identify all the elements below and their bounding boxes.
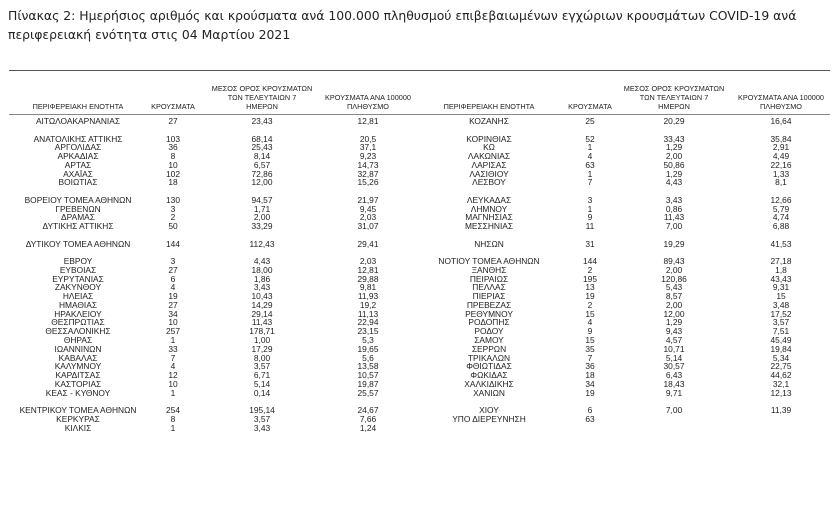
region-name: ΔΥΤΙΚΟΥ ΤΟΜΕΑ ΑΘΗΝΩΝ: [25, 238, 131, 249]
avg7-value: 1,29: [665, 142, 683, 153]
header-avg7: ΜΕΣΟΣ ΟΡΟΣ ΚΡΟΥΣΜΑΤΩΝ: [211, 84, 313, 93]
region-name: ΛΑΚΩΝΙΑΣ: [467, 151, 511, 162]
cases-value: 63: [585, 413, 595, 424]
cases-value: 4: [170, 282, 176, 293]
region-name: ΛΕΥΚΑΔΑΣ: [466, 194, 512, 205]
avg7-value: 23,43: [251, 116, 273, 126]
header-per100k: ΚΡΟΥΣΜΑΤΑ ΑΝΑ 100000: [325, 93, 411, 102]
region-name: ΘΕΣΠΡΩΤΙΑΣ: [51, 317, 105, 328]
cases-value: 3: [170, 256, 176, 267]
table-title: Πίνακας 2: Ημερήσιος αριθμός και κρούσματα ανά 100.000 πληθυσμού επιβεβαιωμένων εγχώριων κρουσμάτων COVID-19 ανά περιφερειακή ενότητα στις 04 Μαρτίου 2021: [8, 8, 797, 42]
avg7-value: 30,57: [663, 361, 685, 372]
header-avg7: ΜΕΣΟΣ ΟΡΟΣ ΚΡΟΥΣΜΑΤΩΝ: [623, 84, 725, 93]
per100k-value: 12,13: [770, 387, 792, 398]
per100k-value: 16,64: [770, 116, 792, 126]
avg7-value: 94,57: [251, 194, 273, 205]
cases-value: 130: [166, 194, 180, 205]
region-name: ΔΥΤΙΚΗΣ ΑΤΤΙΚΗΣ: [42, 221, 114, 232]
region-name: ΚΟΡΙΝΘΙΑΣ: [466, 133, 512, 144]
region-name: ΡΟΔΟΥ: [474, 326, 504, 337]
per100k-value: 2,03: [359, 256, 377, 267]
per100k-value: 12,81: [357, 264, 379, 275]
region-name: ΝΟΤΙΟΥ ΤΟΜΕΑ ΑΘΗΝΩΝ: [438, 256, 540, 267]
header-avg7: ΤΩΝ ΤΕΛΕΥΤΑΙΩΝ 7: [227, 93, 297, 102]
region-name: ΑΙΤΩΛΟΑΚΑΡΝΑΝΙΑΣ: [35, 116, 121, 126]
per100k-value: 1,33: [772, 168, 790, 179]
avg7-value: 29,14: [251, 308, 273, 319]
avg7-value: 4,43: [665, 177, 683, 188]
region-name: ΧΙΟΥ: [479, 405, 499, 416]
header-avg7: ΗΜΕΡΩΝ: [658, 102, 690, 111]
avg7-value: 6,43: [665, 370, 683, 381]
avg7-value: 4,43: [253, 256, 271, 267]
avg7-value: 14,29: [251, 299, 273, 310]
per100k-value: 19,84: [770, 343, 792, 354]
avg7-value: 18,00: [251, 264, 273, 275]
cases-value: 1: [170, 387, 176, 398]
per100k-value: 2,91: [772, 142, 790, 153]
avg7-value: 50,86: [663, 159, 685, 170]
per100k-value: 6,88: [772, 221, 790, 232]
avg7-value: 9,43: [665, 326, 683, 337]
per100k-value: 22,94: [357, 317, 379, 328]
region-name: ΧΑΝΙΩΝ: [473, 387, 505, 398]
avg7-value: 195,14: [249, 405, 275, 416]
cases-value: 103: [166, 133, 180, 144]
per100k-value: 4,49: [772, 151, 790, 162]
per100k-value: 35,84: [770, 133, 792, 144]
region-name: ΕΥΒΟΙΑΣ: [59, 264, 97, 275]
avg7-value: 9,71: [665, 387, 683, 398]
cases-value: 31: [585, 238, 595, 249]
region-name: ΚΙΛΚΙΣ: [64, 422, 92, 433]
avg7-value: 7,00: [665, 221, 683, 232]
avg7-value: 1,86: [253, 273, 271, 284]
cases-value: 11: [585, 221, 595, 232]
per100k-value: 5,79: [772, 203, 790, 214]
per100k-value: 1,24: [359, 422, 377, 433]
avg7-value: 20,29: [663, 116, 685, 126]
cases-value: 3: [170, 203, 176, 214]
avg7-value: 3,43: [253, 422, 271, 433]
per100k-value: 11,39: [770, 405, 792, 416]
per100k-value: 43,43: [770, 273, 792, 284]
per100k-value: 29,88: [357, 273, 379, 284]
avg7-value: 120,86: [661, 273, 687, 284]
avg7-value: 33,29: [251, 221, 273, 232]
avg7-value: 5,14: [665, 352, 683, 363]
region-name: ΘΕΣΣΑΛΟΝΙΚΗΣ: [45, 326, 111, 337]
avg7-value: 1,29: [665, 317, 683, 328]
per100k-value: 45,49: [770, 335, 792, 345]
per100k-value: 3,57: [772, 317, 790, 328]
cases-value: 144: [166, 238, 180, 249]
region-name: ΜΑΓΝΗΣΙΑΣ: [465, 212, 513, 223]
header-avg7: ΤΩΝ ΤΕΛΕΥΤΑΙΩΝ 7: [639, 93, 709, 102]
per100k-value: 29,41: [357, 238, 379, 249]
avg7-value: 8,57: [665, 291, 683, 302]
per100k-value: 22,75: [770, 361, 792, 372]
avg7-value: 17,29: [251, 343, 273, 354]
per100k-value: 22,16: [770, 159, 792, 170]
avg7-value: 25,43: [251, 142, 273, 153]
avg7-value: 19,29: [663, 238, 685, 249]
cases-value: 2: [587, 299, 593, 310]
avg7-value: 6,71: [253, 370, 271, 381]
region-name: ΧΑΛΚΙΔΙΚΗΣ: [464, 378, 514, 389]
per100k-value: 7,51: [772, 326, 790, 337]
region-name: ΤΡΙΚΑΛΩΝ: [467, 352, 511, 363]
per100k-value: 41,53: [770, 238, 792, 249]
per100k-value: 19,2: [359, 299, 377, 310]
cases-value: 254: [166, 405, 180, 416]
region-name: ΛΗΜΝΟΥ: [470, 203, 508, 214]
header-avg7: ΗΜΕΡΩΝ: [246, 102, 278, 111]
avg7-value: 18,43: [663, 378, 685, 389]
avg7-value: 10,71: [663, 343, 685, 354]
region-name: ΚΑΒΑΛΑΣ: [58, 352, 98, 363]
per100k-value: 1,8: [775, 264, 787, 275]
avg7-value: 3,57: [253, 413, 271, 424]
per100k-value: 9,31: [772, 282, 790, 293]
per100k-value: 25,57: [357, 387, 379, 398]
cases-value: 13: [585, 282, 595, 293]
per100k-value: 9,45: [359, 203, 377, 214]
avg7-value: 3,57: [253, 361, 271, 372]
region-name: ΑΧΑΪΑΣ: [63, 168, 93, 179]
avg7-value: 4,57: [665, 335, 683, 345]
avg7-value: 1,29: [665, 168, 683, 179]
avg7-value: 11,43: [663, 212, 685, 223]
cases-value: 27: [168, 264, 178, 275]
per100k-value: 5,34: [772, 352, 790, 363]
region-name: ΚΑΛΥΜΝΟΥ: [54, 361, 102, 372]
cases-value: 27: [168, 116, 178, 126]
cases-value: 34: [168, 308, 178, 319]
region-name: ΗΡΑΚΛΕΙΟΥ: [54, 308, 102, 319]
region-name: ΚΟΖΑΝΗΣ: [469, 116, 509, 126]
per100k-value: 15: [776, 291, 786, 302]
per100k-value: 19,65: [357, 343, 379, 354]
avg7-value: 2,00: [665, 264, 683, 275]
per100k-value: 44,62: [770, 370, 792, 381]
header-per100k: ΚΡΟΥΣΜΑΤΑ ΑΝΑ 100000: [738, 93, 824, 102]
per100k-value: 20,5: [359, 133, 377, 144]
per100k-value: 4,74: [772, 212, 790, 223]
avg7-value: 1,71: [253, 203, 271, 214]
cases-value: 102: [166, 168, 180, 179]
region-name: ΡΟΔΟΠΗΣ: [468, 317, 510, 328]
cases-value: 7: [587, 352, 593, 363]
header-per100k: ΠΛΗΘΥΣΜΟ: [347, 102, 389, 111]
per100k-value: 14,73: [357, 159, 379, 170]
avg7-value: 3,43: [665, 194, 683, 205]
region-name: ΑΡΓΟΛΙΔΑΣ: [54, 142, 102, 153]
cases-value: 33: [168, 343, 178, 354]
avg7-value: 0,86: [665, 203, 683, 214]
per100k-value: 3,48: [772, 299, 790, 310]
cases-value: 1: [170, 422, 176, 433]
region-name: ΥΠΟ ΔΙΕΡΕΥΝΗΣΗ: [452, 413, 526, 424]
cases-value: 1: [587, 203, 593, 214]
per100k-value: 10,57: [357, 370, 379, 381]
avg7-value: 10,43: [251, 291, 273, 302]
region-name: ΡΕΘΥΜΝΟΥ: [465, 308, 513, 319]
region-name: ΣΑΜΟΥ: [474, 335, 504, 345]
header-region: ΠΕΡΙΦΕΡΕΙΑΚΗ ΕΝΟΤΗΤΑ: [443, 102, 535, 111]
cases-value: 3: [587, 194, 593, 205]
cases-value: 52: [585, 133, 595, 144]
avg7-value: 68,14: [251, 133, 273, 144]
avg7-value: 6,57: [253, 159, 271, 170]
cases-value: 4: [170, 361, 176, 372]
cases-value: 1: [170, 335, 176, 345]
cases-value: 10: [168, 378, 178, 389]
per100k-value: 11,13: [357, 308, 379, 319]
cases-value: 257: [166, 326, 180, 337]
per100k-value: 31,07: [357, 221, 379, 232]
region-name: ΠΕΛΛΑΣ: [472, 282, 506, 293]
cases-value: 19: [168, 291, 178, 302]
cases-value: 6: [170, 273, 176, 284]
cases-value: 35: [585, 343, 595, 354]
region-name: ΒΟΙΩΤΙΑΣ: [58, 177, 98, 188]
cases-value: 2: [170, 212, 176, 223]
header-underline: [9, 114, 830, 115]
avg7-value: 5,43: [665, 282, 683, 293]
cases-value: 15: [585, 335, 595, 345]
per100k-value: 27,18: [770, 256, 792, 267]
region-name: ΗΛΕΙΑΣ: [62, 291, 94, 302]
avg7-value: 8,00: [253, 352, 271, 363]
avg7-value: 0,14: [253, 387, 271, 398]
cases-value: 27: [168, 299, 178, 310]
region-name: ΖΑΚΥΝΘΟΥ: [54, 282, 102, 293]
region-name: ΕΒΡΟΥ: [63, 256, 93, 267]
cases-value: 10: [168, 159, 178, 170]
region-name: ΓΡΕΒΕΝΩΝ: [55, 203, 101, 214]
region-name: ΗΜΑΘΙΑΣ: [58, 299, 98, 310]
per100k-value: 32,1: [772, 378, 790, 389]
per100k-value: 37,1: [359, 142, 377, 153]
per100k-value: 15,26: [357, 177, 379, 188]
per100k-value: 7,66: [359, 413, 377, 424]
region-name: ΑΡΤΑΣ: [64, 159, 92, 170]
region-name: ΛΑΡΙΣΑΣ: [471, 159, 507, 170]
region-name: ΦΩΚΙΔΑΣ: [470, 370, 508, 381]
avg7-value: 12,00: [251, 177, 273, 188]
avg7-value: 5,14: [253, 378, 271, 389]
region-name: ΚΕΝΤΡΙΚΟΥ ΤΟΜΕΑ ΑΘΗΝΩΝ: [19, 405, 137, 416]
avg7-value: 2,00: [665, 299, 683, 310]
cases-value: 4: [587, 151, 593, 162]
region-name: ΕΥΡΥΤΑΝΙΑΣ: [52, 273, 104, 284]
header-per100k: ΠΛΗΘΥΣΜΟ: [760, 102, 802, 111]
avg7-value: 2,00: [665, 151, 683, 162]
region-name: ΠΙΕΡΙΑΣ: [472, 291, 506, 302]
cases-value: 34: [585, 378, 595, 389]
cases-value: 4: [587, 317, 593, 328]
per100k-value: 2,03: [359, 212, 377, 223]
cases-value: 1: [587, 142, 593, 153]
region-name: ΚΑΡΔΙΤΣΑΣ: [55, 370, 101, 381]
region-name: ΘΗΡΑΣ: [63, 335, 93, 345]
cases-value: 195: [583, 273, 597, 284]
region-name: ΚΩ: [483, 142, 495, 153]
per100k-value: 11,93: [357, 291, 379, 302]
cases-value: 10: [168, 317, 178, 328]
per100k-value: 9,81: [359, 282, 377, 293]
avg7-value: 112,43: [249, 238, 275, 249]
cases-value: 25: [585, 116, 595, 126]
header-cases: ΚΡΟΥΣΜΑΤΑ: [568, 102, 612, 111]
cases-value: 18: [168, 177, 178, 188]
per100k-value: 23,15: [357, 326, 379, 337]
region-name: ΦΘΙΩΤΙΔΑΣ: [466, 361, 512, 372]
per100k-value: 17,52: [770, 308, 792, 319]
region-name: ΣΕΡΡΩΝ: [471, 343, 507, 354]
avg7-value: 8,14: [253, 151, 271, 162]
region-name: ΛΑΣΙΘΙΟΥ: [469, 168, 509, 179]
per100k-value: 24,67: [357, 405, 379, 416]
avg7-value: 11,43: [251, 317, 273, 328]
per100k-value: 12,81: [357, 116, 379, 126]
cases-value: 36: [585, 361, 595, 372]
cases-value: 19: [585, 387, 595, 398]
avg7-value: 7,00: [665, 405, 683, 416]
header-cases: ΚΡΟΥΣΜΑΤΑ: [151, 102, 195, 111]
region-name: ΙΩΑΝΝΙΝΩΝ: [54, 343, 102, 354]
per100k-value: 5,3: [362, 335, 374, 345]
cases-value: 8: [170, 151, 176, 162]
avg7-value: 2,00: [253, 212, 271, 223]
cases-value: 6: [587, 405, 593, 416]
per100k-value: 21,97: [357, 194, 379, 205]
cases-value: 8: [170, 413, 176, 424]
cases-value: 50: [168, 221, 178, 232]
header-region: ΠΕΡΙΦΕΡΕΙΑΚΗ ΕΝΟΤΗΤΑ: [32, 102, 124, 111]
avg7-value: 178,71: [249, 326, 275, 337]
region-name: ΚΕΑΣ - ΚΥΘΝΟΥ: [45, 387, 111, 398]
per100k-value: 13,58: [357, 361, 379, 372]
avg7-value: 3,43: [253, 282, 271, 293]
avg7-value: 1,00: [253, 335, 271, 345]
cases-value: 1: [587, 168, 593, 179]
region-name: ΞΑΝΘΗΣ: [471, 264, 507, 275]
cases-value: 63: [585, 159, 595, 170]
region-name: ΠΡΕΒΕΖΑΣ: [466, 299, 512, 310]
region-name: ΚΑΣΤΟΡΙΑΣ: [54, 378, 102, 389]
avg7-value: 72,86: [251, 168, 273, 179]
region-name: ΒΟΡΕΙΟΥ ΤΟΜΕΑ ΑΘΗΝΩΝ: [24, 194, 132, 205]
cases-value: 144: [583, 256, 597, 267]
per100k-value: 12,66: [770, 194, 792, 205]
region-name: ΛΕΣΒΟΥ: [472, 177, 506, 188]
cases-value: 12: [168, 370, 178, 381]
per100k-value: 5,6: [362, 352, 374, 363]
cases-value: 36: [168, 142, 178, 153]
cases-value: 18: [585, 370, 595, 381]
table-top-rule: [9, 70, 830, 71]
cases-value: 7: [170, 352, 176, 363]
cases-value: 2: [587, 264, 593, 275]
cases-value: 7: [587, 177, 593, 188]
cases-value: 9: [587, 212, 593, 223]
per100k-value: 19,87: [357, 378, 379, 389]
region-name: ΜΕΣΣΗΝΙΑΣ: [464, 221, 514, 232]
region-name: ΑΡΚΑΔΙΑΣ: [57, 151, 99, 162]
avg7-value: 12,00: [663, 308, 685, 319]
region-name: ΝΗΣΩΝ: [474, 238, 504, 249]
avg7-value: 89,43: [663, 256, 685, 267]
per100k-value: 9,23: [359, 151, 377, 162]
avg7-value: 33,43: [663, 133, 685, 144]
region-name: ΚΕΡΚΥΡΑΣ: [56, 413, 100, 424]
region-name: ΑΝΑΤΟΛΙΚΗΣ ΑΤΤΙΚΗΣ: [33, 133, 123, 144]
cases-value: 15: [585, 308, 595, 319]
region-name: ΔΡΑΜΑΣ: [61, 212, 95, 223]
cases-value: 9: [587, 326, 593, 337]
per100k-value: 8,1: [775, 177, 787, 188]
region-name: ΠΕΙΡΑΙΩΣ: [469, 273, 509, 284]
cases-value: 19: [585, 291, 595, 302]
per100k-value: 32,87: [357, 168, 379, 179]
